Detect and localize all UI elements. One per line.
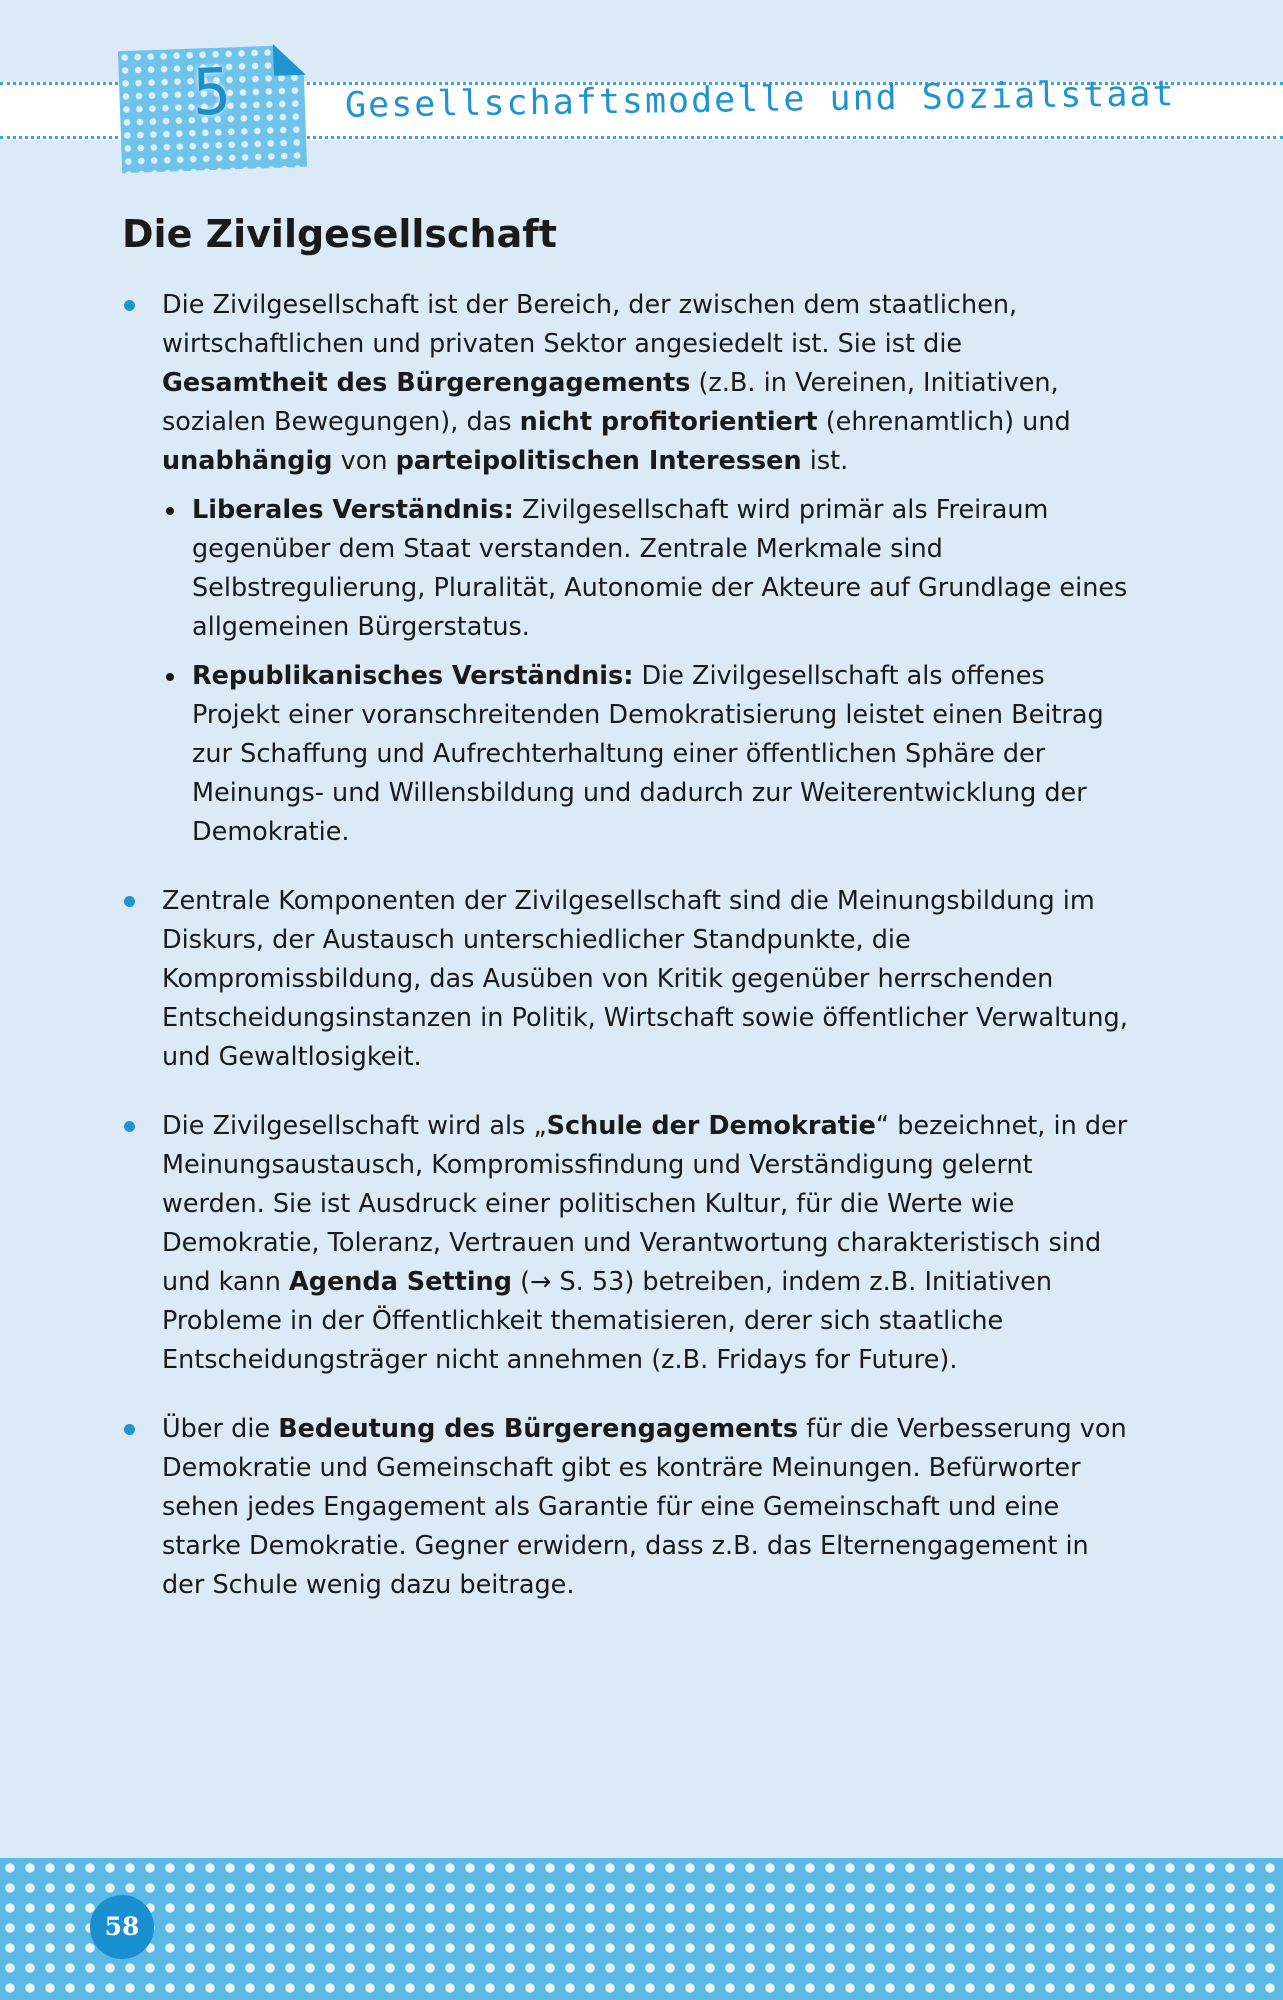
bold-term: unabhängig — [162, 446, 333, 476]
sub-item-text: Zivilgesellschaft wird primär als Freiraum gegenüber dem Staat verstanden. Zentrale Merkmale sind Selbstregulierung, Pluralität, Autonomie der Akteure auf Grundlage eines allgemeinen Bürgerstatus. — [192, 495, 1128, 642]
bullet-list — [122, 286, 1132, 1605]
bold-term: Schule der Demokratie — [546, 1111, 876, 1141]
sub-item-term: Liberales Verständnis: — [192, 495, 514, 525]
text-segment: Über die — [162, 1414, 279, 1444]
sub-item-term: Republikanisches Verständnis: — [192, 661, 634, 691]
text-segment: für die Verbesserung von Demokratie und Gemeinschaft gibt es konträre Meinungen. Befürworter sehen jedes Engagement als Garantie für eine Gemeinschaft und eine starke Demokratie. Gegner erwidern, dass z.B. das Elternengagement in der Schule wenig dazu beitrage. — [162, 1414, 1127, 1600]
main-content — [122, 212, 1132, 1635]
bold-term: parteipolitischen Interessen — [395, 446, 802, 476]
bullet-item-school-of-democracy — [122, 1107, 1132, 1380]
chapter-title: Gesellschaftsmodelle und Sozialstaat — [344, 74, 1176, 126]
bullet-item-civic-engagement — [122, 1410, 1132, 1605]
text-segment: Die Zivilgesellschaft ist der Bereich, der zwischen dem staatlichen, wirtschaftlichen und privaten Sektor angesiedelt ist. Sie ist die — [162, 290, 1018, 359]
bold-term: Agenda Setting — [289, 1267, 512, 1297]
sub-item-republican — [162, 657, 1132, 852]
text-segment: (→ S. 53) betreiben, indem z.B. Initiativen Probleme in der Öffentlichkeit thematisieren, derer sich staatliche Entscheidungsträger nicht annehmen (z.B. Fridays for Future). — [162, 1267, 1052, 1375]
bold-term: nicht profitorientiert — [519, 407, 818, 437]
chapter-number-tab — [118, 45, 307, 173]
bold-term: Gesamtheit des Bürgerengagements — [162, 368, 691, 398]
bullet-item-components — [122, 882, 1132, 1077]
text-segment: ist. — [801, 446, 849, 476]
page-number-badge: 58 — [90, 1895, 154, 1959]
sub-item-liberal — [162, 491, 1132, 647]
halftone-footer — [0, 1858, 1283, 2000]
text-segment: Zentrale Komponenten der Zivilgesellschaft sind die Meinungsbildung im Diskurs, der Austausch unterschiedlicher Standpunkte, die Kompromissbildung, das Ausüben von Kritik gegenüber herrschenden Entscheidungsinstanzen in Politik, Wirtschaft sowie öffentlicher Verwaltung, und Gewaltlosigkeit. — [162, 886, 1128, 1072]
sub-bullet-list — [162, 491, 1132, 852]
text-segment: von — [332, 446, 396, 476]
text-segment: Die Zivilgesellschaft wird als „ — [162, 1111, 547, 1141]
text-segment: (z.B. in Vereinen, Initiativen, sozialen Bewegungen), das — [162, 368, 1059, 437]
chapter-number: 5 — [191, 55, 233, 131]
text-segment: (ehrenamtlich) und — [817, 407, 1071, 437]
bold-term: Bedeutung des Bürgerengagements — [278, 1414, 799, 1444]
sub-item-text: Die Zivilgesellschaft als offenes Projekt einer voranschreitenden Demokratisierung leistet einen Beitrag zur Schaffung und Aufrechterhaltung einer öffentlichen Sphäre der Meinungs- und Willensbildung und dadurch zur Weiterentwicklung der Demokratie. — [192, 661, 1104, 847]
section-title: Die Zivilgesellschaft — [122, 212, 557, 256]
bullet-item-definition — [122, 286, 1132, 852]
text-segment: “ bezeichnet, in der Meinungsaustausch, Kompromissfindung und Verständigung gelernt werden. Sie ist Ausdruck einer politischen Kultur, für die Werte wie Demokratie, Toleranz, Vertrauen und Verantwortung charakteristisch sind und kann — [162, 1111, 1128, 1297]
